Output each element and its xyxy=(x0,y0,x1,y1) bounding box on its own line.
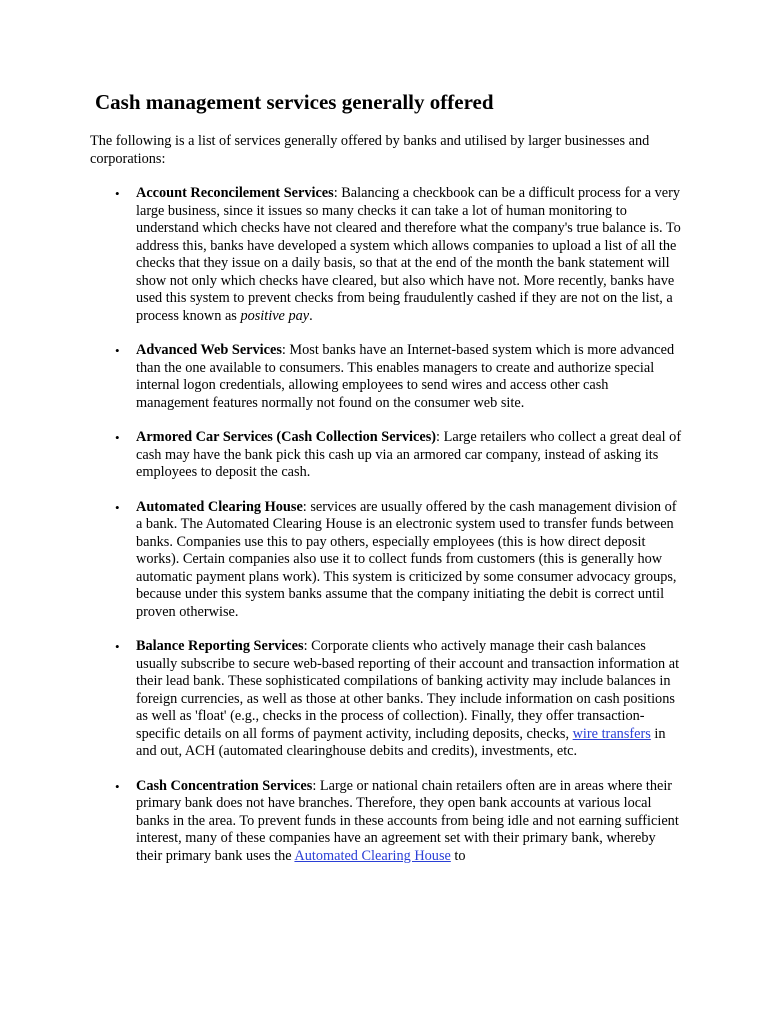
service-name: Cash Concentration Services xyxy=(136,777,313,794)
wire-transfers-link[interactable]: wire transfers xyxy=(572,725,651,742)
list-item-cash-concentration xyxy=(115,777,682,866)
list-item-advanced-web xyxy=(115,342,682,412)
service-description-end: to xyxy=(450,847,466,864)
service-name: Armored Car Services (Cash Collection Services) xyxy=(136,429,437,445)
bullet-icon: • xyxy=(115,430,120,445)
service-description: : Large or national chain retailers often are in areas where their primary bank does not have branches. Therefore, they open bank accounts at various local banks in the area. To prevent funds in these accounts from being idle and not earning sufficient interest, many of these companies have an agreement set with their primary bank, whereby their primary bank uses the xyxy=(136,777,679,864)
list-item-automated-clearing-house xyxy=(115,498,682,622)
bullet-icon: • xyxy=(115,499,120,515)
emphasis-term: positive pay xyxy=(240,307,310,324)
service-description-end: . xyxy=(309,307,313,324)
service-name: Advanced Web Services xyxy=(136,342,282,358)
service-name: Automated Clearing House xyxy=(136,498,303,515)
bullet-icon: • xyxy=(115,343,120,358)
intro-paragraph: The following is a list of services generally offered by banks and utilised by larger businesses and corporations: xyxy=(90,133,650,167)
service-description: : Large retailers who collect a great deal of cash may have the bank pick this cash up via an armored car company, instead of asking its employees to deposit the cash. xyxy=(136,429,682,480)
service-description: : services are usually offered by the cash management division of a bank. The Automated Clearing House is an electronic system used to transfer funds between banks. Companies use this to pay others, especially employees (this is how direct deposit works). Certain companies also use it to collect funds from customers (this is generally how automatic payment plans work). This system is criticized by some consumer advocacy groups, because under this system banks assume that the company initiating the debit is correct until proven otherwise. xyxy=(136,498,677,620)
service-description: : Balancing a checkbook can be a difficult process for a very large business, since it issues so many checks it can take a lot of human monitoring to understand which checks have not cleared and therefore what the company's true balance is. To address this, banks have developed a system which allows companies to upload a list of all the checks that they issue on a daily basis, so that at the end of the month the bank statement will show not only which checks have cleared, but also which have not. More recently, banks have used this system to prevent checks from being fraudulently cashed if they are not on the list, a process known as xyxy=(136,185,681,324)
automated-clearing-house-link[interactable]: Automated Clearing House xyxy=(294,847,451,864)
service-name: Account Reconcilement Services xyxy=(136,185,334,201)
list-item-account-reconcilement xyxy=(115,185,682,325)
bullet-icon: • xyxy=(115,186,120,201)
list-item-balance-reporting xyxy=(115,638,682,761)
service-name: Balance Reporting Services xyxy=(136,638,304,654)
service-description: : Corporate clients who actively manage their cash balances usually subscribe to secure web-based reporting of their account and transaction information at their lead bank. These sophisticated compilations of banking activity may include balances in foreign currencies, as well as those at other banks. They include information on cash positions as well as 'float' (e.g., checks in the process of collection). Finally, they offer transaction-specific details on all forms of payment activity, including deposits, checks, xyxy=(136,638,680,742)
page-title: Cash management services generally offered xyxy=(95,90,494,114)
list-item-armored-car xyxy=(115,429,682,482)
service-description-end: in and out, ACH (automated clearinghouse debits and credits), investments, etc. xyxy=(136,725,666,759)
service-description: : Most banks have an Internet-based system which is more advanced than the one available to consumers. This enables managers to create and authorize special internal logon credentials, allowing employees to send wires and access other cash management features normally not found on the consumer web site. xyxy=(136,342,675,411)
bullet-icon: • xyxy=(115,778,120,794)
services-list xyxy=(0,185,768,882)
bullet-icon: • xyxy=(115,639,120,654)
